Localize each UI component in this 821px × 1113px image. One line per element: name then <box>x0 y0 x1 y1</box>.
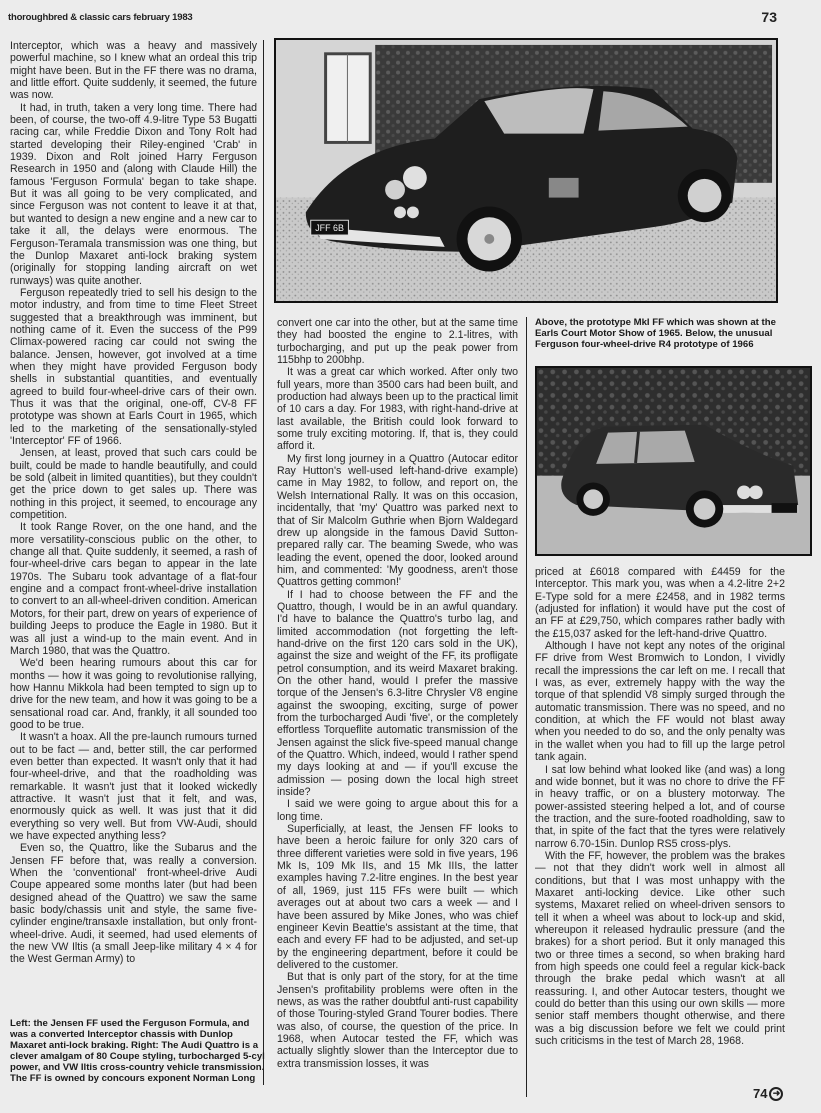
paragraph: convert one car into the other, but at the same time they had boosted the engine to 2.1-litres, with turbocharging, and put up the peak power from 115bhp to 200bhp. <box>277 317 518 367</box>
headlamp <box>737 485 751 499</box>
paragraph: I sat low behind what looked like (and was) a long and wide bonnet, but it was no chore to drive the FF in heavy traffic, or on a blustery motorway. The power-assisted steering helped a lot, and of course the traction, and the sure-footed roadholding, saw to that, in spite of the fact that the tyres were relatively narrow 6.70-15in. Dunlop RS5 cross-plys. <box>535 763 785 850</box>
car-windows <box>596 431 695 464</box>
paragraph: It took Range Rover, on the one hand, and the more versatility-conscious public on the other, to change all that. Quite suddenly, it seemed, a rash of four-wheel-drive cars began to appear in the late 1970s. The Subaru took advantage of a flat-four engine and a compact front-wheel-drive installation to convert to an all-wheel-driven condition. American Motors, for their part, drew on years of experience of building Jeeps to produce the Eagle in 1980. But it was all just a wind-up to the main event. And in March 1980, that was the Quattro. <box>10 521 257 657</box>
photo-jensen-ff-prototype <box>274 38 778 303</box>
paragraph: Interceptor, which was a heavy and massively powerful machine, so I knew what an ordeal this trip might have been. But in the FF there was no drama, and little effort. Quite suddenly, it seemed, the future was now. <box>10 40 257 102</box>
paragraph: We'd been hearing rumours about this car for months — how it was going to revolutionise rallying, how Hannu Mikkola had been tempted to sign up to drive for the new team, and how it was going to be a sensational road car. And, frankly, it all sounded too good to be true. <box>10 657 257 731</box>
ferguson-r4-image <box>537 368 810 554</box>
page-number: 73 <box>761 9 777 25</box>
continued-on-page[interactable] <box>753 1086 783 1101</box>
running-header: thoroughbred & classic cars february 1983 <box>8 12 193 23</box>
paragraph: It was a great car which worked. After only two full years, more than 3500 cars had been built, and production had always been up to the practical limit of 10 cars a day. For 1983, with right-hand-drive at last available, the British could look forward to some truly exciting motoring. If, that is, they could afford it. <box>277 366 518 453</box>
paragraph: Jensen, at least, proved that such cars could be built, could be made to handle beautifully, and could be sold (albeit in limited quantities), but they couldn't get the price down to get sales up. There was nothing in this project, it seemed, to encourage any competition. <box>10 447 257 522</box>
arrow-right-circle-icon: ➜ <box>769 1087 783 1101</box>
jensen-ff-image <box>276 40 776 301</box>
paragraph: But that is only part of the story, for at the time Jensen's profitability problems were often in the news, as was the rather doubtful anti-rust capability of those Touring-styled Grand Tourer bodies. There was also, of course, the question of the price. In 1968, when Autocar tested the FF, which was actually slightly slower than the Interceptor due to extra transmission losses, it was <box>277 971 518 1070</box>
continued-page-number: 74 <box>753 1086 768 1101</box>
wing-vent <box>549 178 579 198</box>
plate-text: JFF 6B <box>315 223 344 234</box>
column-rule-2 <box>526 317 527 1097</box>
photo-caption-right: Above, the prototype MkI FF which was shown at the Earls Court Motor Show of 1965. Below, the unusual Ferguson four-wheel-drive R4 prototype of 1966 <box>535 317 776 350</box>
window <box>326 54 371 143</box>
paragraph: With the FF, however, the problem was the brakes — not that they didn't work well in almost all conditions, but that I was most unhappy with the Maxaret anti-locking device. Like other such systems, Maxaret relied on wheel-driven sensors to tell it when a wheel was about to lock-up and skid, whereupon it released hydraulic pressure (and the brakes) for a short period. But it only managed this two or three times a second, so when braking hard from high speeds one could feel a regular kick-back through the brake pedal which wasn't at all reassuring. I, and other Autocar testers, thought we could do better than this using our own skills — more senior staff members thought otherwise, and there was a big discussion before we felt we could print such criticisms in the test of March 28, 1968. <box>535 849 785 1048</box>
paragraph: If I had to choose between the FF and the Quattro, though, I would be in an awful quandary. I'd have to balance the Quattro's turbo lag, and limited accommodation (not forgetting the left-hand-drive on the first 120 cars sold in the UK), against the size and weight of the FF, its profligate petrol consumption, and its weird Maxaret braking. On the other hand, would I prefer the massive torque of the Jensen's 6.3-litre Chrysler V8 engine against the swooping, exciting, surge of power from the turbocharged Audi 'five', or the completely effortless Torqueflite automatic transmission of the Jensen against the slick five-speed manual change of the Quattro. Which, indeed, would I rather spend my days looking at and — if you'll excuse the admission — posing down the local high street inside? <box>277 588 518 799</box>
paragraph: It had, in truth, taken a very long time. There had been, of course, the two-off 4.9-litre Type 53 Bugatti racing car, while Freddie Dixon and Tony Rolt had started developing their Riley-engined 'Crab' in 1939. Dixon and Rolt joined Harry Ferguson Research in 1950 and (along with Claude Hill) the famous 'Ferguson Formula' began to take shape. But it was all going to be very complicated, and since Ferguson was not content to leave it at that, but wanted to design a new engine and a new car to take it all, the delays were enormous. The Ferguson-Teramala transmission was one thing, but the Dunlop Maxaret anti-lock braking system (originally for stopping landing aircraft on wet runways) was quite another. <box>10 101 257 287</box>
column-rule-1 <box>263 40 264 1085</box>
paragraph: priced at £6018 compared with £4459 for the Interceptor. This mark you, was when a 4.2-litre 2+2 E-Type sold for a mere £2458, and in 1982 terms (adjusted for inflation) it would have put the cost of an FF at £29,750, which compares rather badly with the £15,037 asked for the left-hand-drive Quattro. <box>535 566 785 640</box>
headlamp <box>403 166 427 190</box>
paragraph: Even so, the Quattro, like the Subarus and the Jensen FF before that, was really a conversion. When the 'conventional' front-wheel-drive Audi Coupe appeared some months later (but had been designed ahead of the Quattro) we saw the same basic body/chassis unit and style, the same five-cylinder engine/transaxle installation, but only front-wheel-drive. Audi, it seemed, had used elements of the new VW Iltis (a small Jeep-like military 4 × 4 for the West German Army) to <box>10 842 257 966</box>
license-plate <box>772 503 798 513</box>
paragraph: My first long journey in a Quattro (Autocar editor Ray Hutton's well-used left-hand-drive example) came in May 1982, to follow, and report on, the Welsh International Rally. It was on this occasion, incidentally, that 'my' Quattro was parked next to that of Sir Malcolm Guthrie when Bjorn Waldegard drew up alongside in the famous David Sutton-prepared rally car. The beaming Swede, who was leading the event, opened the door, looked around him, and commented: 'My goodness, aren't those Quattros getting common!' <box>277 452 518 589</box>
photo-ferguson-r4-prototype <box>535 366 812 556</box>
paragraph: It wasn't a hoax. All the pre-launch rumours turned out to be fact — and, better still, the car performed even better than expected. It wasn't only that it had four-wheel-drive, and that the roadholding was remarkable. It wasn't just that it looked wickedly attractive. It wasn't just that it felt, and was, enormously quick as well. It was just that it did everything so very well. But from VW-Audi, should we have expected anything less? <box>10 731 257 842</box>
article-column-3 <box>535 566 785 1047</box>
paragraph: Ferguson repeatedly tried to sell his design to the motor industry, and from time to time Fleet Street suggested that a breakthrough was imminent, but nothing came of it. Even the success of the P99 Climax-powered racing car could not swing the balance. Jensen, however, got involved at a time when they might have provided Ferguson body shells in substantial quantities, and eventually agreed to build four-wheel-drive cars of their own. Thus it was that the original, one-off, CV-8 FF prototype was shown at Earls Court in 1965, which led to the marketing of the sensationally-styled 'Interceptor' FF of 1966. <box>10 286 257 447</box>
paragraph: Although I have not kept any notes of the original FF drive from West Bromwich to London, I vividly recall the impressions the car left on me. I recall that I was, as ever, extremely happy with the way the torque of that splendid V8 simply surged through the automatic transmission. There was no speed, and no condition, at which the FF would not blast away when you needed to do so, and the only penalty was in the wallet when you had to fill up the large petrol tank again. <box>535 640 785 764</box>
paragraph: Superficially, at least, the Jensen FF looks to have been a heroic failure for only 320 cars of three different varieties were sold in five years, 196 Mk Is, 109 Mk IIs, and 15 Mk IIIs, the latter examples having 7.2-litre engines. In the best year of all, 1969, just 115 FFs were built — which averages out at about two cars a week — and I have been assured by Mike Jones, who was chief engineer Kevin Beattie's assistant at the time, that each and every FF had to be adjusted, and set-up by the engineering department, before it could be delivered to the customer. <box>277 823 518 971</box>
article-column-1 <box>10 40 257 966</box>
photo-caption-left: Left: the Jensen FF used the Ferguson Formula, and was a converted Interceptor chassis with Dunlop Maxaret anti-lock braking. Right: The Audi Quattro is a clever amalgam of 80 Coupe styling, turbocharged 5-cyl power, and VW Iltis cross-country vehicle transmission. The FF is owned by concours exponent Norman Long <box>10 1018 265 1084</box>
paragraph: I said we were going to argue about this for a long time. <box>277 798 518 823</box>
article-column-2 <box>277 317 518 1070</box>
